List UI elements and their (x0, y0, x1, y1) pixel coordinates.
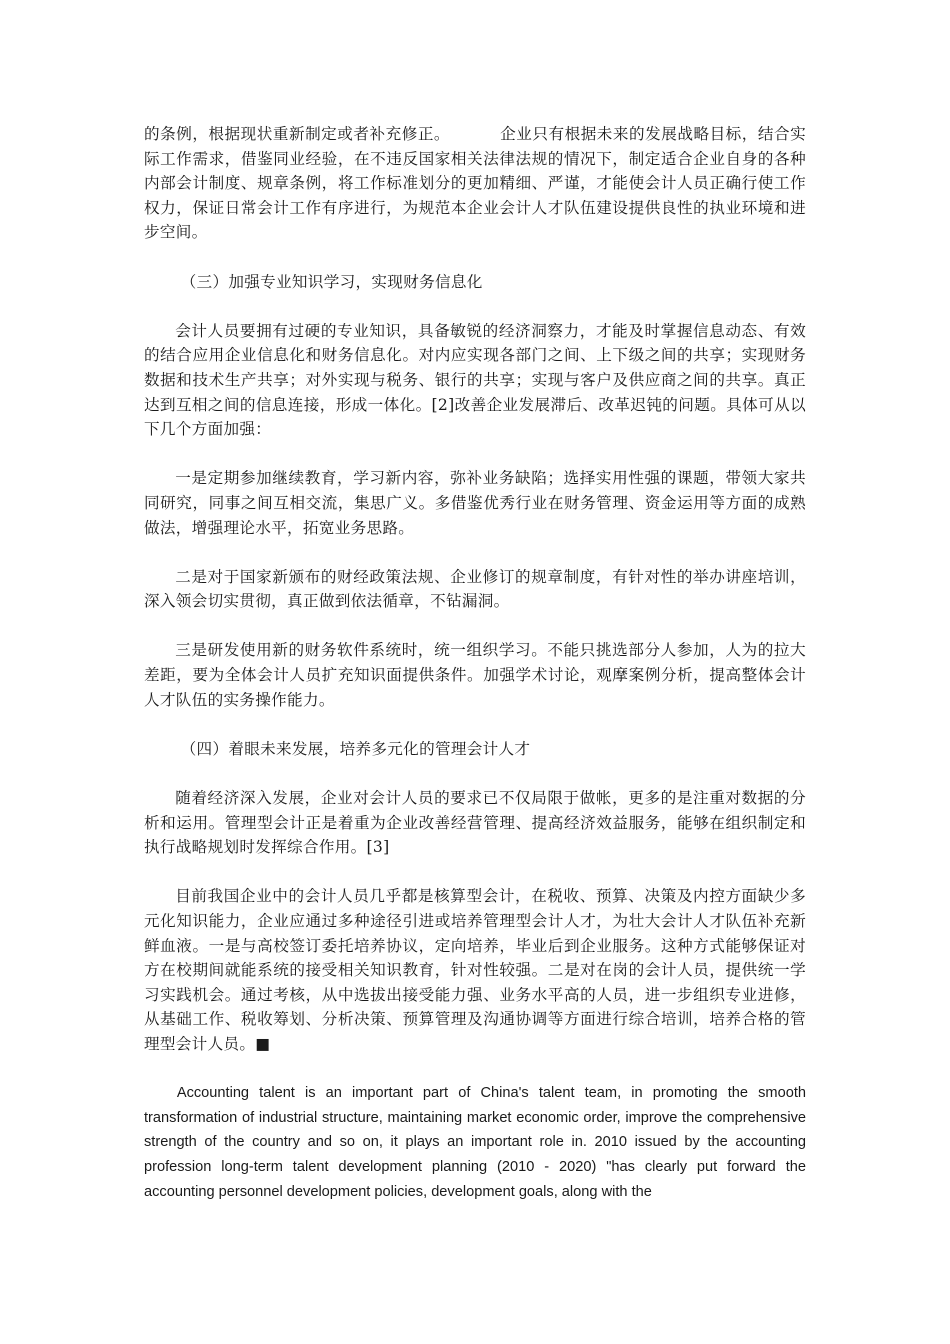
document-page (144, 122, 806, 1229)
paragraph-4: 二是对于国家新颁布的财经政策法规、企业修订的规章制度，有针对性的举办讲座培训，深入领会切实贯彻，真正做到依法循章，不钻漏洞。 (144, 567, 806, 611)
paragraph-6: 随着经济深入发展，企业对会计人员的要求已不仅局限于做帐，更多的是注重对数据的分析和运用。管理型会计正是着重为企业改善经营管理、提高经济效益服务，能够在组织制定和执行战略规划时发挥综合作用。[3] (144, 789, 806, 857)
paragraph-1 (144, 122, 806, 245)
paragraph-7: 目前我国企业中的会计人员几乎都是核算型会计，在税收、预算、决策及内控方面缺少多元化知识能力，企业应通过多种途径引进或培养管理型会计人才，为壮大会计人才队伍补充新鲜血液。一是与高校签订委托培养协议，定向培养，毕业后到企业服务。这种方式能够保证对方在校期间就能系统的接受相关知识教育，针对性较强。二是对在岗的会计人员，提供统一学习实践机会。通过考核，从中选拔出接受能力强、业务水平高的人员，进一步组织专业进修，从基础工作、税收筹划、分析决策、预算管理及沟通协调等方面进行综合培训，培养合格的管理型会计人员。■ (144, 887, 806, 1053)
paragraph-1-rest: 企业只有根据未来的发展战略目标，结合实际工作需求，借鉴同业经验，在不违反国家相关法律法规的情况下，制定适合企业自身的各种内部会计制度、规章条例，将工作标准划分的更加精细、严谨，才能使会计人员正确行使工作权力，保证日常会计工作有序进行，为规范本企业会计人才队伍建设提供良性的执业环境和进步空间。 (144, 125, 806, 242)
english-abstract-paragraph: Accounting talent is an important part of China's talent team, in promoting the smooth transformation of industrial structure, maintaining market economic order, improve the comprehensive strength of the country and so on, it plays an important role in. 2010 issued by the accounting profession long-term talent development planning (2010 - 2020) "has clearly put forward the accounting personnel development policies, development goals, along with the (144, 1085, 806, 1200)
paragraph-2: 会计人员要拥有过硬的专业知识，具备敏锐的经济洞察力，才能及时掌握信息动态、有效的结合应用企业信息化和财务信息化。对内应实现各部门之间、上下级之间的共享；实现财务数据和技术生产共享；对外实现与税务、银行的共享；实现与客户及供应商之间的共享。真正达到互相之间的信息连接，形成一体化。[2]改善企业发展滞后、改革迟钝的问题。具体可从以下几个方面加强： (144, 321, 806, 439)
paragraph-3: 一是定期参加继续教育，学习新内容，弥补业务缺陷；选择实用性强的课题，带领大家共同研究，同事之间互相交流，集思广义。多借鉴优秀行业在财务管理、资金运用等方面的成熟做法，增强理论水平，拓宽业务思路。 (144, 469, 806, 537)
section-heading-3: （三）加强专业知识学习，实现财务信息化 (180, 272, 483, 291)
paragraph-1-start: 的条例，根据现状重新制定或者补充修正。 (144, 125, 451, 143)
paragraph-5: 三是研发使用新的财务软件系统时，统一组织学习。不能只挑选部分人参加，人为的拉大差距，要为全体会计人员扩充知识面提供条件。加强学术讨论，观摩案例分析，提高整体会计人才队伍的实务操作能力。 (144, 641, 806, 709)
section-heading-4: （四）着眼未来发展，培养多元化的管理会计人才 (180, 739, 531, 758)
